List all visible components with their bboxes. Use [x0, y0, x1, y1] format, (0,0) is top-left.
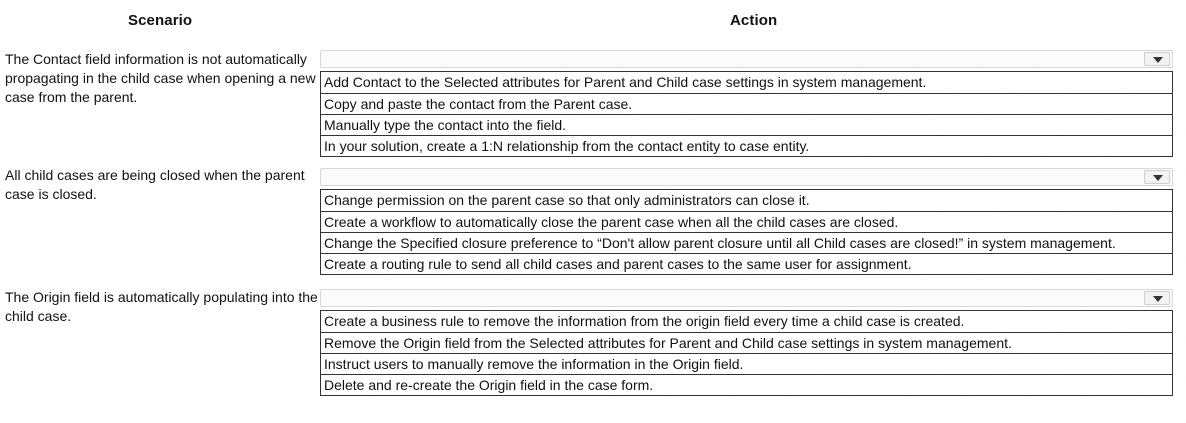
dropdown-toggle-3[interactable]: [1144, 291, 1170, 305]
option-1-4[interactable]: In your solution, create a 1:N relationship from the contact entity to case entity.: [321, 135, 1172, 156]
option-2-1[interactable]: Change permission on the parent case so that only administrators can close it.: [324, 192, 810, 208]
scenario-text-3: The Origin field is automatically populating into the child case.: [5, 289, 318, 324]
option-3-2[interactable]: Remove the Origin field from the Selected attributes for Parent and Child case settings in system management.: [321, 332, 1172, 353]
chevron-down-icon: [1153, 296, 1163, 302]
chevron-down-icon: [1153, 57, 1163, 63]
option-list-3: [320, 310, 1173, 396]
scenario-header: Scenario: [128, 12, 193, 29]
option-list-1: [320, 71, 1173, 157]
action-dropdown-1[interactable]: [320, 50, 1173, 68]
option-3-4[interactable]: Delete and re-create the Origin field in the case form.: [321, 374, 1172, 395]
action-dropdown-2[interactable]: [320, 168, 1173, 186]
option-1-2[interactable]: Copy and paste the contact from the Parent case.: [321, 93, 1172, 114]
option-list-2: [320, 189, 1173, 275]
option-3-1[interactable]: Create a business rule to remove the information from the origin field every time a child case is created.: [324, 313, 965, 329]
option-2-4[interactable]: Create a routing rule to send all child cases and parent cases to the same user for assignment.: [321, 253, 1172, 274]
option-3-3[interactable]: Instruct users to manually remove the information in the Origin field.: [321, 353, 1172, 374]
option-2-3[interactable]: Change the Specified closure preference to “Don't allow parent closure until all Child cases are closed!” in system management.: [321, 232, 1172, 253]
chevron-down-icon: [1153, 175, 1163, 181]
option-2-2[interactable]: Create a workflow to automatically close the parent case when all the child cases are closed.: [321, 211, 1172, 232]
option-1-1[interactable]: Add Contact to the Selected attributes for Parent and Child case settings in system management.: [324, 74, 927, 90]
option-1-3[interactable]: Manually type the contact into the field.: [321, 114, 1172, 135]
dropdown-toggle-1[interactable]: [1144, 52, 1170, 66]
dropdown-toggle-2[interactable]: [1144, 170, 1170, 184]
action-dropdown-3[interactable]: [320, 289, 1173, 307]
scenario-text-1: The Contact field information is not automatically propagating in the child case when opening a new case from the parent.: [5, 51, 316, 105]
action-header: Action: [730, 12, 778, 29]
scenario-text-2: All child cases are being closed when the parent case is closed.: [5, 167, 305, 202]
